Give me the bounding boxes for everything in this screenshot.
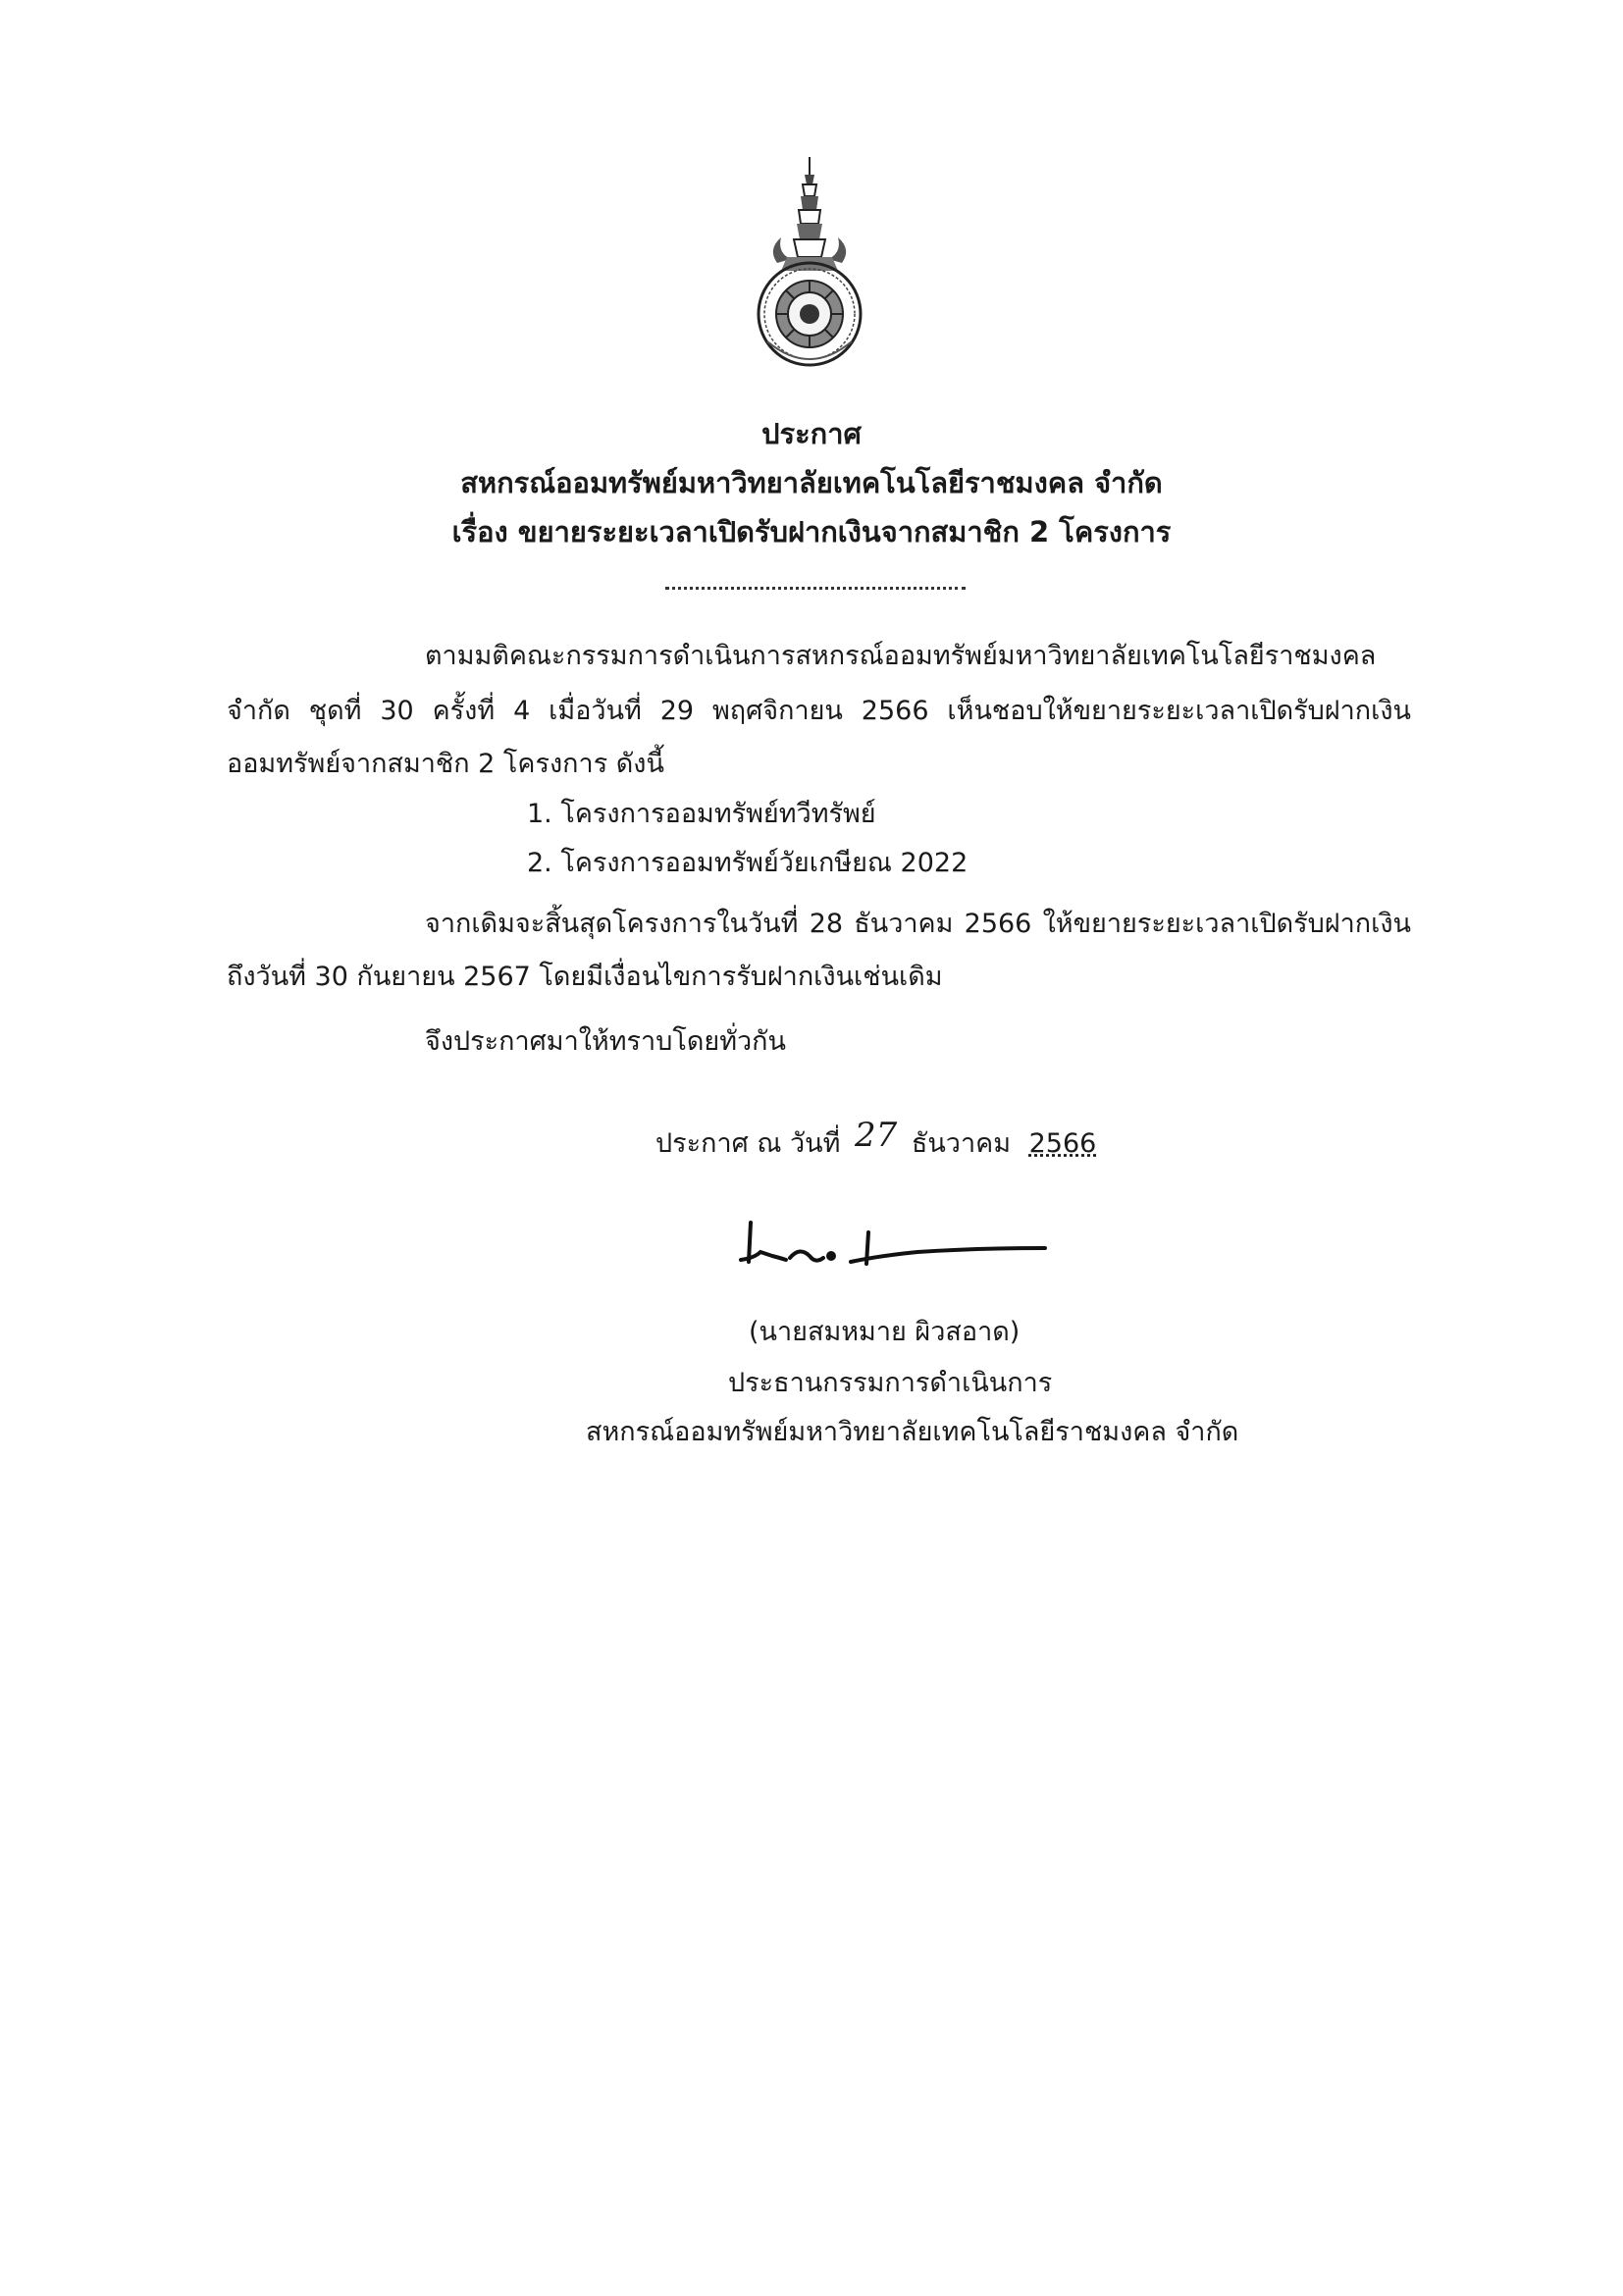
date-prefix: ประกาศ ณ วันที่ (655, 1128, 841, 1159)
signatory-position: ประธานกรรมการดำเนินการ (728, 1368, 1053, 1398)
paragraph-2-line-2: ถึงวันที่ 30 กันยายน 2567 โดยมีเงื่อนไขการรับฝากเงินเช่นเดิม (227, 962, 943, 992)
heading-divider (665, 587, 966, 590)
announcement-title: ประกาศ (761, 417, 862, 450)
paragraph-1-line-3: ออมทรัพย์จากสมาชิก 2 โครงการ ดังนี้ (227, 749, 664, 779)
list-item: 2. โครงการออมทรัพย์วัยเกษียณ 2022 (527, 848, 969, 878)
signatory-name: (นายสมหมาย ผิวสอาด) (749, 1317, 1021, 1347)
closing-statement: จึงประกาศมาให้ทราบโดยทั่วกัน (425, 1026, 786, 1057)
university-emblem-icon (748, 155, 871, 367)
list-item: 1. โครงการออมทรัพย์ทวีทรัพย์ (527, 799, 876, 829)
date-year: 2566 (1028, 1128, 1097, 1159)
announcement-subject: เรื่อง ขยายระยะเวลาเปิดรับฝากเงินจากสมาชิก 2 โครงการ (451, 515, 1172, 548)
signatory-organization: สหกรณ์ออมทรัพย์มหาวิทยาลัยเทคโนโลยีราชมงคล จำกัด (586, 1417, 1239, 1447)
paragraph-1-line-1: ตามมติคณะกรรมการดำเนินการสหกรณ์ออมทรัพย์มหาวิทยาลัยเทคโนโลยีราชมงคล (425, 641, 1377, 671)
paragraph-2-line-1: จากเดิมจะสิ้นสุดโครงการในวันที่ 28 ธันวาคม 2566 ให้ขยายระยะเวลาเปิดรับฝากเงิน (425, 909, 1411, 939)
organization-name: สหกรณ์ออมทรัพย์มหาวิทยาลัยเทคโนโลยีราชมงคล จำกัด (460, 466, 1163, 499)
date-day: 27 (855, 1116, 898, 1155)
paragraph-1-line-2: จำกัด ชุดที่ 30 ครั้งที่ 4 เมื่อวันที่ 29 พฤศจิกายน 2566 เห็นชอบให้ขยายระยะเวลาเปิดรับฝากเงิน (227, 696, 1411, 726)
date-month: ธันวาคม (911, 1128, 1011, 1159)
signature (721, 1213, 1050, 1281)
announcement-date (655, 1116, 1097, 1159)
